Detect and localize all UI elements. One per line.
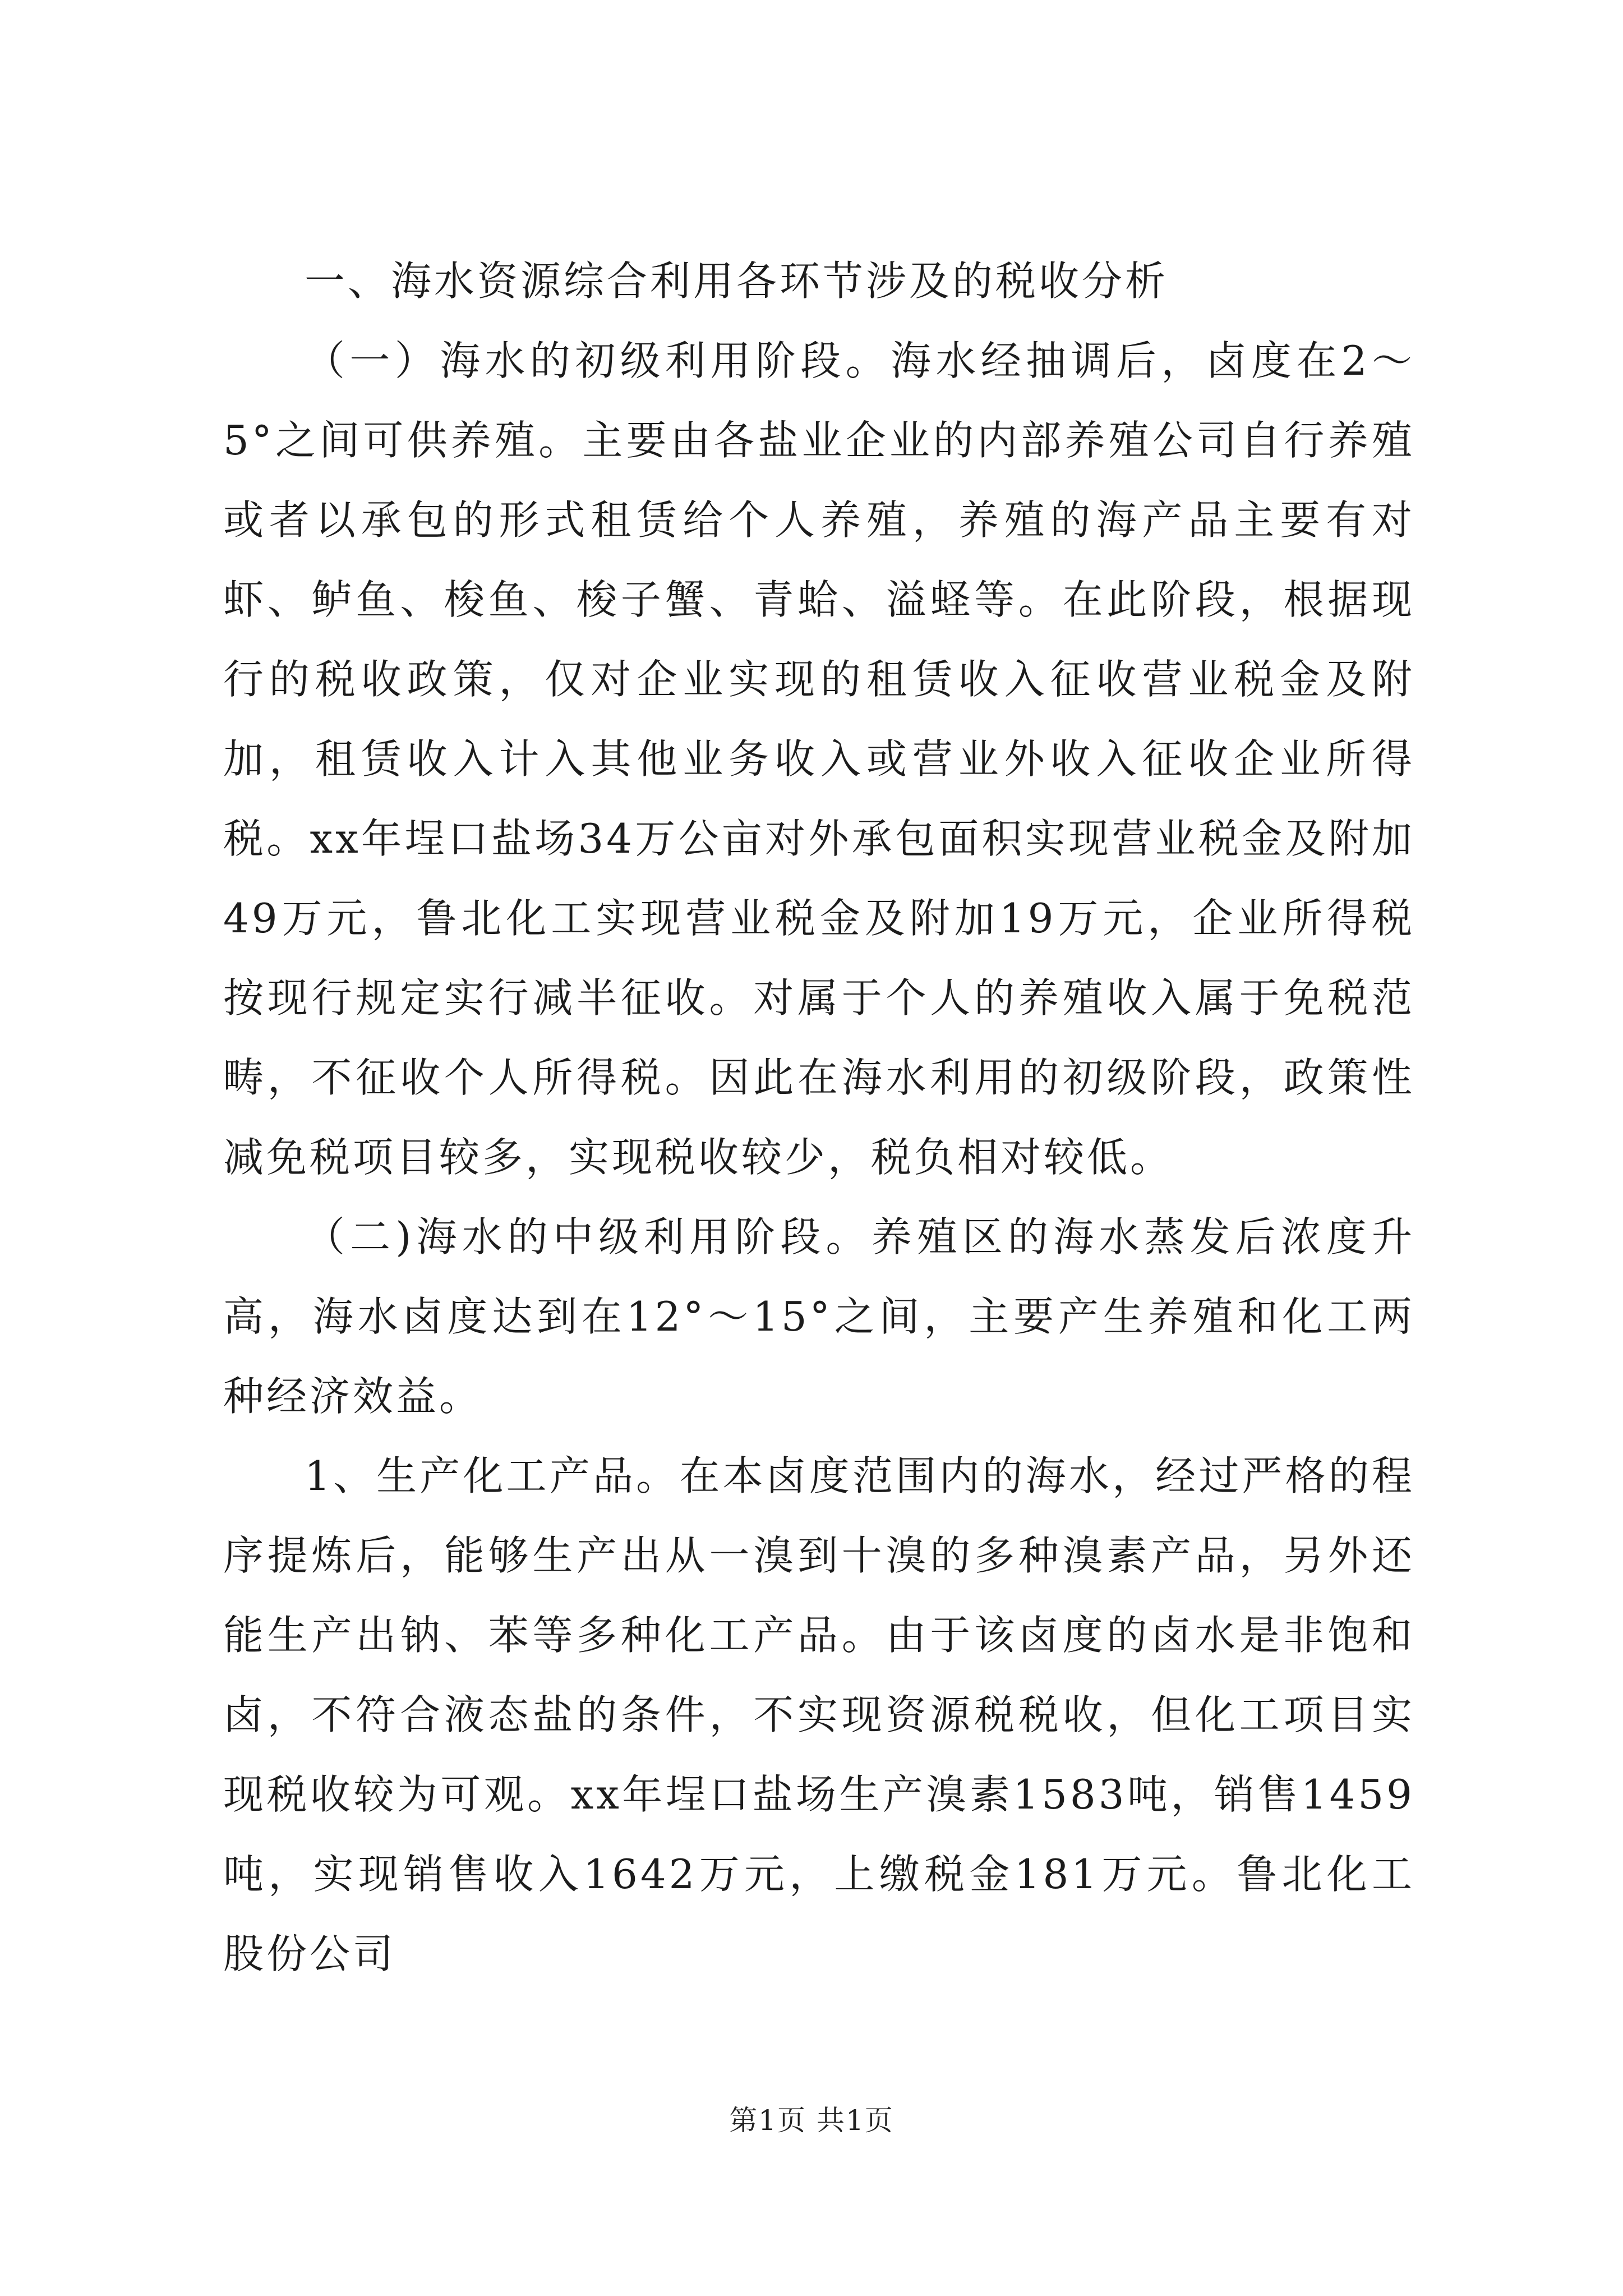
document-body [223,241,1415,1994]
paragraph-primary-stage: （一）海水的初级利用阶段。海水经抽调后，卤度在2～5°之间可供养殖。主要由各盐业企业的内部养殖公司自行养殖或者以承包的形式租赁给个人养殖，养殖的海产品主要有对虾、鲈鱼、梭鱼、梭子蟹、青蛤、溢蛏等。在此阶段，根据现行的税收政策，仅对企业实现的租赁收入征收营业税金及附加，租赁收入计入其他业务收入或营业外收入征收企业所得税。xx年埕口盐场34万公亩对外承包面积实现营业税金及附加49万元，鲁北化工实现营业税金及附加19万元，企业所得税按现行规定实行减半征收。对属于个人的养殖收入属于免税范畴，不征收个人所得税。因此在海水利用的初级阶段，政策性减免税项目较多，实现税收较少，税负相对较低。 [223,337,1415,1181]
section-heading: 一、海水资源综合利用各环节涉及的税收分析 [305,257,1169,305]
paragraph-intermediate-stage: （二)海水的中级利用阶段。养殖区的海水蒸发后浓度升高，海水卤度达到在12°～15°之间，主要产生养殖和化工两种经济效益。 [223,1213,1415,1420]
page-footer: 第1页 共1页 [729,2104,894,2137]
paragraph-chemical-products: 1、生产化工产品。在本卤度范围内的海水，经过严格的程序提炼后，能够生产出从一溴到十溴的多种溴素产品，另外还能生产出钠、苯等多种化工产品。由于该卤度的卤水是非饱和卤，不符合液态盐的条件，不实现资源税税收，但化工项目实现税收较为可观。xx年埕口盐场生产溴素1583吨，销售1459吨，实现销售收入1642万元，上缴税金181万元。鲁北化工股份公司 [223,1452,1415,1977]
